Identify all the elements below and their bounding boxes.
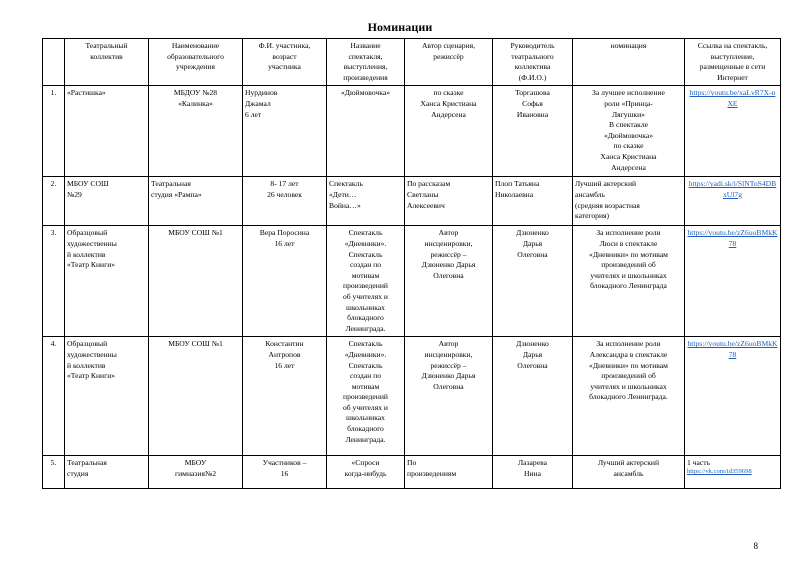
cell-author: По произведениям: [405, 456, 493, 489]
cell-organization: МБОУ СОШ №1: [149, 337, 243, 456]
cell-team: Образцовый художественны й коллектив «Театр Книги»: [65, 226, 149, 337]
header-row: [43, 39, 781, 86]
column-header-leader: Руководитель театрального коллектива (Ф.И.О.): [493, 39, 573, 86]
row-number: 3.: [43, 226, 65, 337]
column-header-link: Ссылка на спектакль, выступление, размещенные в сети Интернет: [685, 39, 781, 86]
cell-organization: Театральная студия «Рампа»: [149, 177, 243, 226]
cell-author: По рассказам Светланы Алексеевич: [405, 177, 493, 226]
column-header-number: [43, 39, 65, 86]
row-number: 4.: [43, 337, 65, 456]
column-header-nomination: номинация: [573, 39, 685, 86]
cell-author: Автор инсценировки, режиссёр – Дзюненко Дарья Олеговна: [405, 337, 493, 456]
cell-play: Спектакль «Дневники». Спектакль создан по мотивам произведений об учителях и школьниках блокадного Ленинграда.: [327, 337, 405, 456]
cell-link: [685, 226, 781, 337]
cell-leader: Торгашова Софья Ивановна: [493, 86, 573, 177]
table-row: [43, 86, 781, 177]
cell-team: Театральная студия: [65, 456, 149, 489]
cell-nomination: За лучшее исполнение роли «Принца- Лягушки» В спектакле «Дюймовочка» по сказке Ханса Кристиана Андерсена: [573, 86, 685, 177]
video-link[interactable]: https://youtu.be/zZ6uoBMkK78: [687, 339, 778, 359]
cell-leader: Лазарева Нина: [493, 456, 573, 489]
row-number: 5.: [43, 456, 65, 489]
nominations-table: [42, 38, 781, 489]
column-header-participant: Ф.И. участника, возраст участника: [243, 39, 327, 86]
cell-participant: Константин Антропов 16 лет: [243, 337, 327, 456]
cell-leader: Дзюненко Дарья Олеговна: [493, 226, 573, 337]
cell-link: [685, 337, 781, 456]
video-link[interactable]: https://youtu.be/zZ6uoBMkK78: [687, 228, 778, 248]
link-part-label: 1 часть: [687, 458, 711, 468]
table-row: [43, 337, 781, 456]
cell-leader: Плоп Татьяна Николаевна: [493, 177, 573, 226]
cell-link: [685, 86, 781, 177]
column-header-organization: Наименование образовательного учреждения: [149, 39, 243, 86]
table-header: [43, 39, 781, 86]
video-link[interactable]: https://yadi.sk/i/SlNToS4DBxUl7g: [688, 179, 777, 199]
cell-link: [685, 456, 781, 489]
cell-organization: МБОУ гимназия№2: [149, 456, 243, 489]
column-header-author: Автор сценария, режиссёр: [405, 39, 493, 86]
cell-play: «Спроси когда-нибудь: [327, 456, 405, 489]
table-body: [43, 86, 781, 489]
cell-nomination: За исполнение роли Александра в спектакле «Дневники» по мотивам произведений об учителях и школьниках блокадного Ленинграда.: [573, 337, 685, 456]
page-title: Номинации: [367, 20, 433, 34]
row-number: 1.: [43, 86, 65, 177]
table-row: [43, 177, 781, 226]
cell-nomination: Лучший актерский ансамбль (средняя возрастная категория): [573, 177, 685, 226]
cell-participant: Участников – 16: [243, 456, 327, 489]
video-link[interactable]: https://vk.com/id359698: [687, 468, 752, 476]
cell-organization: МБОУ СОШ №1: [149, 226, 243, 337]
cell-author: по сказке Ханса Кристиана Андерсена: [405, 86, 493, 177]
cell-play: Спектакль «Дети… Война…»: [327, 177, 405, 226]
column-header-team: Театральный коллектив: [65, 39, 149, 86]
cell-team: МБОУ СОШ №29: [65, 177, 149, 226]
cell-link: [685, 177, 781, 226]
table-row: [43, 456, 781, 489]
video-link[interactable]: https://youtu.be/xaLvR7X-nXE: [689, 88, 776, 108]
cell-nomination: Лучший актерский ансамбль: [573, 456, 685, 489]
cell-team: Образцовый художественны й коллектив «Театр Книги»: [65, 337, 149, 456]
cell-participant: Нурдинов Джамал 6 лет: [243, 86, 327, 177]
column-header-play: Название спектакля, выступления, произведения: [327, 39, 405, 86]
table-row: [43, 226, 781, 337]
row-number: 2.: [43, 177, 65, 226]
cell-team: «Растишка»: [65, 86, 149, 177]
cell-participant: 8- 17 лет 26 человек: [243, 177, 327, 226]
cell-play: Спектакль «Дневники». Спектакль создан по мотивам произведений об учителях и школьниках блокадного Ленинграда.: [327, 226, 405, 337]
cell-leader: Дзюненко Дарья Олеговна: [493, 337, 573, 456]
cell-organization: МБДОУ №28 «Калинка»: [149, 86, 243, 177]
cell-author: Автор инсценировки, режиссёр – Дзюненко Дарья Олеговна: [405, 226, 493, 337]
cell-participant: Вера Поросина 16 лет: [243, 226, 327, 337]
page-number: 8: [753, 541, 758, 551]
cell-nomination: За исполнение роли Люси в спектакле «Дневники» по мотивам произведений об учителях и школьниках блокадного Ленинграда: [573, 226, 685, 337]
cell-play: «Дюймовочка»: [327, 86, 405, 177]
